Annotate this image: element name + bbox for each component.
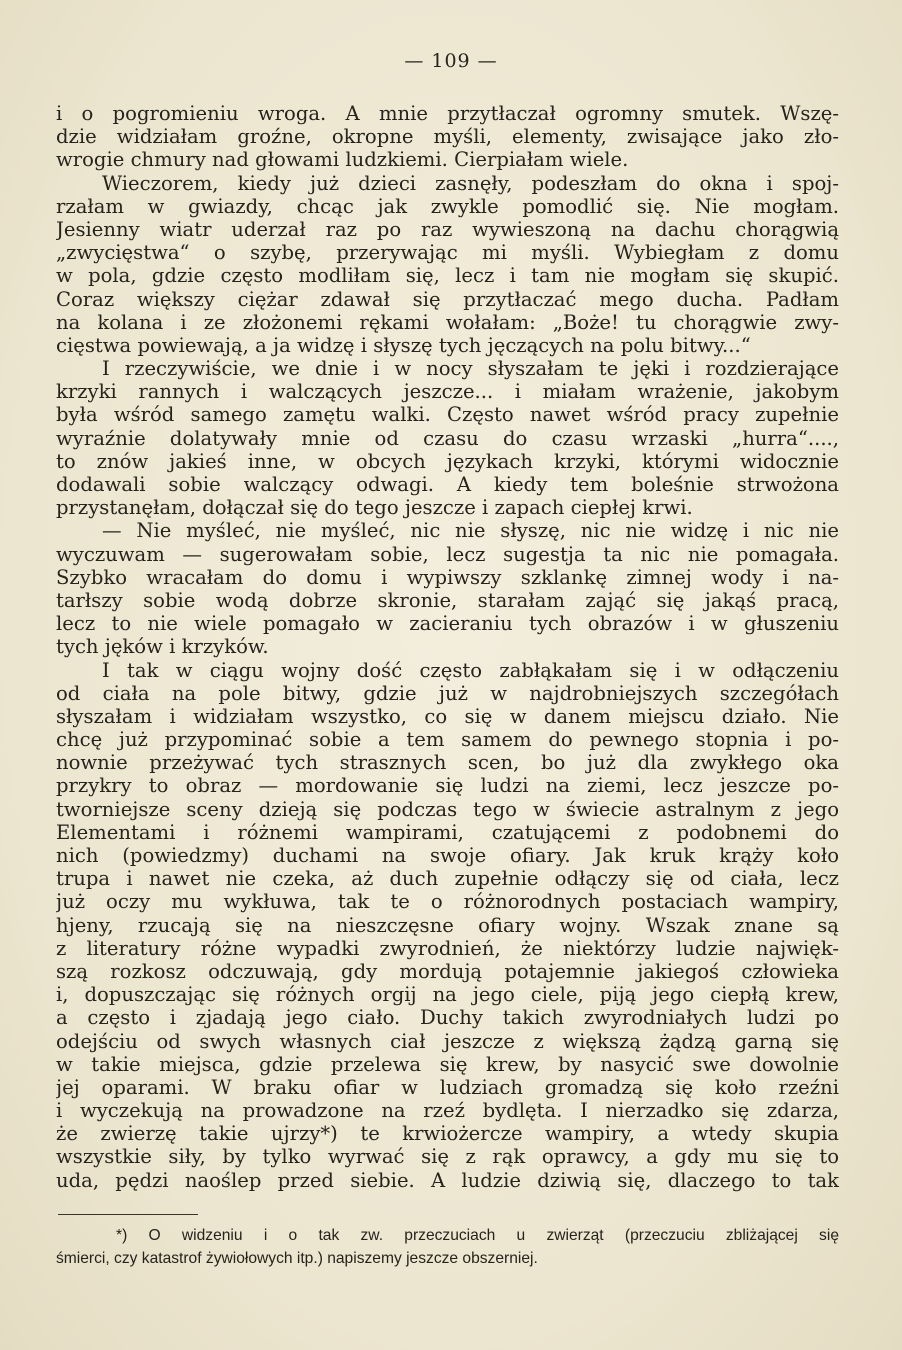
text-line: trupa i nawet nie czeka, aż duch zupełnie odłączy się od ciała, lecz — [56, 867, 839, 891]
text-line: I tak w ciągu wojny dość często zabłąkałam się i w odłączeniu — [102, 658, 839, 682]
text-line: i wyczekują na prowadzone na rzeź bydlęta. I nierzadko się zdarza, — [56, 1099, 839, 1123]
text-line: w pola, gdzie często modliłam się, lecz i tam nie mogłam się skupić. — [56, 264, 839, 288]
text-line: odejściu od swych własnych ciał jeszcze z większą żądzą garną się — [56, 1029, 839, 1053]
footnote-line: *) O widzeniu i o tak zw. przeczuciach u zwierząt (przeczuciu zbliżającej się — [116, 1227, 839, 1244]
text-line: z literatury różne wypadki zwyrodnień, że niektórzy ludzie najwięk- — [56, 936, 839, 960]
text-line: nich (powiedzmy) duchami na swoje ofiary. Jak kruk krąży koło — [56, 844, 839, 867]
text-line: rzałam w gwiazdy, chcąc jak zwykle pomodlić się. Nie mogłam. — [56, 194, 839, 218]
text-line: na kolana i ze złożonemi rękami wołałam: „Boże! tu chorągwie zwy- — [56, 310, 839, 334]
page-number: — 109 — — [404, 50, 498, 72]
text-line: Jesienny wiatr uderzał raz po raz wywieszoną na dachu chorągwią — [56, 217, 839, 241]
text-line: przykry to obraz — mordowanie się ludzi na ziemi, lecz jeszcze po- — [56, 774, 839, 798]
footnote-divider — [58, 1214, 198, 1215]
text-line: dodawali sobie walczący odwagi. A kiedy tem boleśnie strwożona — [56, 473, 839, 496]
text-line: szą rozkosz odczuwają, gdy mordują potajemnie jakiegoś człowieka — [56, 959, 839, 983]
text-line: dzie widziałam groźne, okropne myśli, elementy, zwisające jako zło- — [56, 125, 839, 149]
body-text — [56, 102, 839, 1192]
text-line: i o pogromieniu wroga. A mnie przytłaczał ogromny smutek. Wszę- — [56, 102, 839, 125]
text-line: i, dopuszczając się różnych orgij na jego ciele, piją jego ciepłą krew, — [56, 983, 839, 1007]
text-line: chcę już przypominać sobie a tem samem do pewnego stopnia i po- — [56, 728, 839, 752]
text-line: cięstwa powiewają, a ja widzę i słyszę tych jęczących na polu bitwy...“ — [56, 333, 751, 357]
text-line: nownie przeżywać tych strasznych scen, bo już dla zwykłego oka — [56, 751, 839, 775]
footnote — [56, 1224, 839, 1270]
text-line: była wśród samego zamętu walki. Często nawet wśród pracy zupełnie — [56, 403, 839, 427]
text-line: Szybko wracałam do domu i wypiwszy szklankę zimnej wody i na- — [56, 565, 839, 589]
text-line: w takie miejsca, gdzie przelewa się krew, by nasycić swe dowolnie — [56, 1052, 839, 1076]
text-line: że zwierzę takie ujrzy*) te krwiożercze wampiry, a wtedy skupia — [56, 1122, 839, 1146]
text-line: „zwycięstwa“ o szybę, przerywając mi myśli. Wybiegłam z domu — [56, 241, 839, 265]
text-line: uda, pędzi naoślep przed siebie. A ludzie dziwią się, dlaczego to tak — [56, 1168, 839, 1192]
text-line: hjeny, rzucają się na nieszczęsne ofiary wojny. Wszak znane są — [56, 913, 839, 937]
text-line: już oczy mu wykłuwa, tak te o różnorodnych postaciach wampiry, — [56, 890, 839, 914]
footnote-line: śmierci, czy katastrof żywiołowych itp.) napiszemy jeszcze obszerniej. — [56, 1250, 538, 1267]
text-line: wyczuwam — sugerowałam sobie, lecz sugestja ta nic nie pomagała. — [56, 542, 839, 566]
text-line: to znów jakieś inne, w obcych językach krzyki, którymi widocznie — [56, 449, 839, 473]
text-line: krzyki rannych i walczących jeszcze... i miałam wrażenie, jakobym — [56, 380, 839, 404]
text-line: Wieczorem, kiedy już dzieci zasnęły, podeszłam do okna i spoj- — [102, 171, 839, 195]
text-line: lecz to nie wiele pomagało w zacieraniu tych obrazów i w głuszeniu — [56, 612, 839, 636]
text-line: I rzeczywiście, we dnie i w nocy słyszałam te jęki i rozdzierające — [102, 357, 839, 381]
text-line: tarłszy sobie wodą dobrze skronie, starałam zająć się jakąś pracą, — [56, 588, 839, 612]
text-line: jej oparami. W braku ofiar w ludziach gromadzą się koło rzeźni — [56, 1075, 839, 1099]
text-line: wyraźnie dolatywały mnie od czasu do czasu wrzaski „hurra“...., — [56, 426, 839, 450]
text-line: a często i zjadają jego ciało. Duchy takich zwyrodniałych ludzi po — [56, 1006, 839, 1030]
text-line: tworniejsze sceny dzieją się podczas tego w świecie astralnym z jego — [56, 797, 839, 821]
text-line: — Nie myśleć, nie myśleć, nic nie słyszę, nic nie widzę i nic nie — [102, 519, 839, 543]
text-line: wrogie chmury nad głowami ludzkiemi. Cierpiałam wiele. — [56, 148, 629, 172]
text-line: od ciała na pole bitwy, gdzie już w najdrobniejszych szczegółach — [56, 681, 839, 705]
text-line: wszystkie siły, by tylko wyrwać się z rąk oprawcy, a gdy mu się to — [56, 1145, 839, 1169]
text-line: tych jęków i krzyków. — [56, 635, 269, 659]
text-line: Elementami i różnemi wampirami, czatującemi z podobnemi do — [56, 820, 839, 844]
text-line: Coraz większy ciężar zdawał się przytłaczać mego ducha. Padłam — [56, 287, 839, 311]
text-line: słyszałam i widziałam wszystko, co się w danem miejscu działo. Nie — [56, 704, 839, 728]
text-line: przystanęłam, dołączał się do tego jeszcze i zapach ciepłej krwi. — [56, 496, 693, 520]
